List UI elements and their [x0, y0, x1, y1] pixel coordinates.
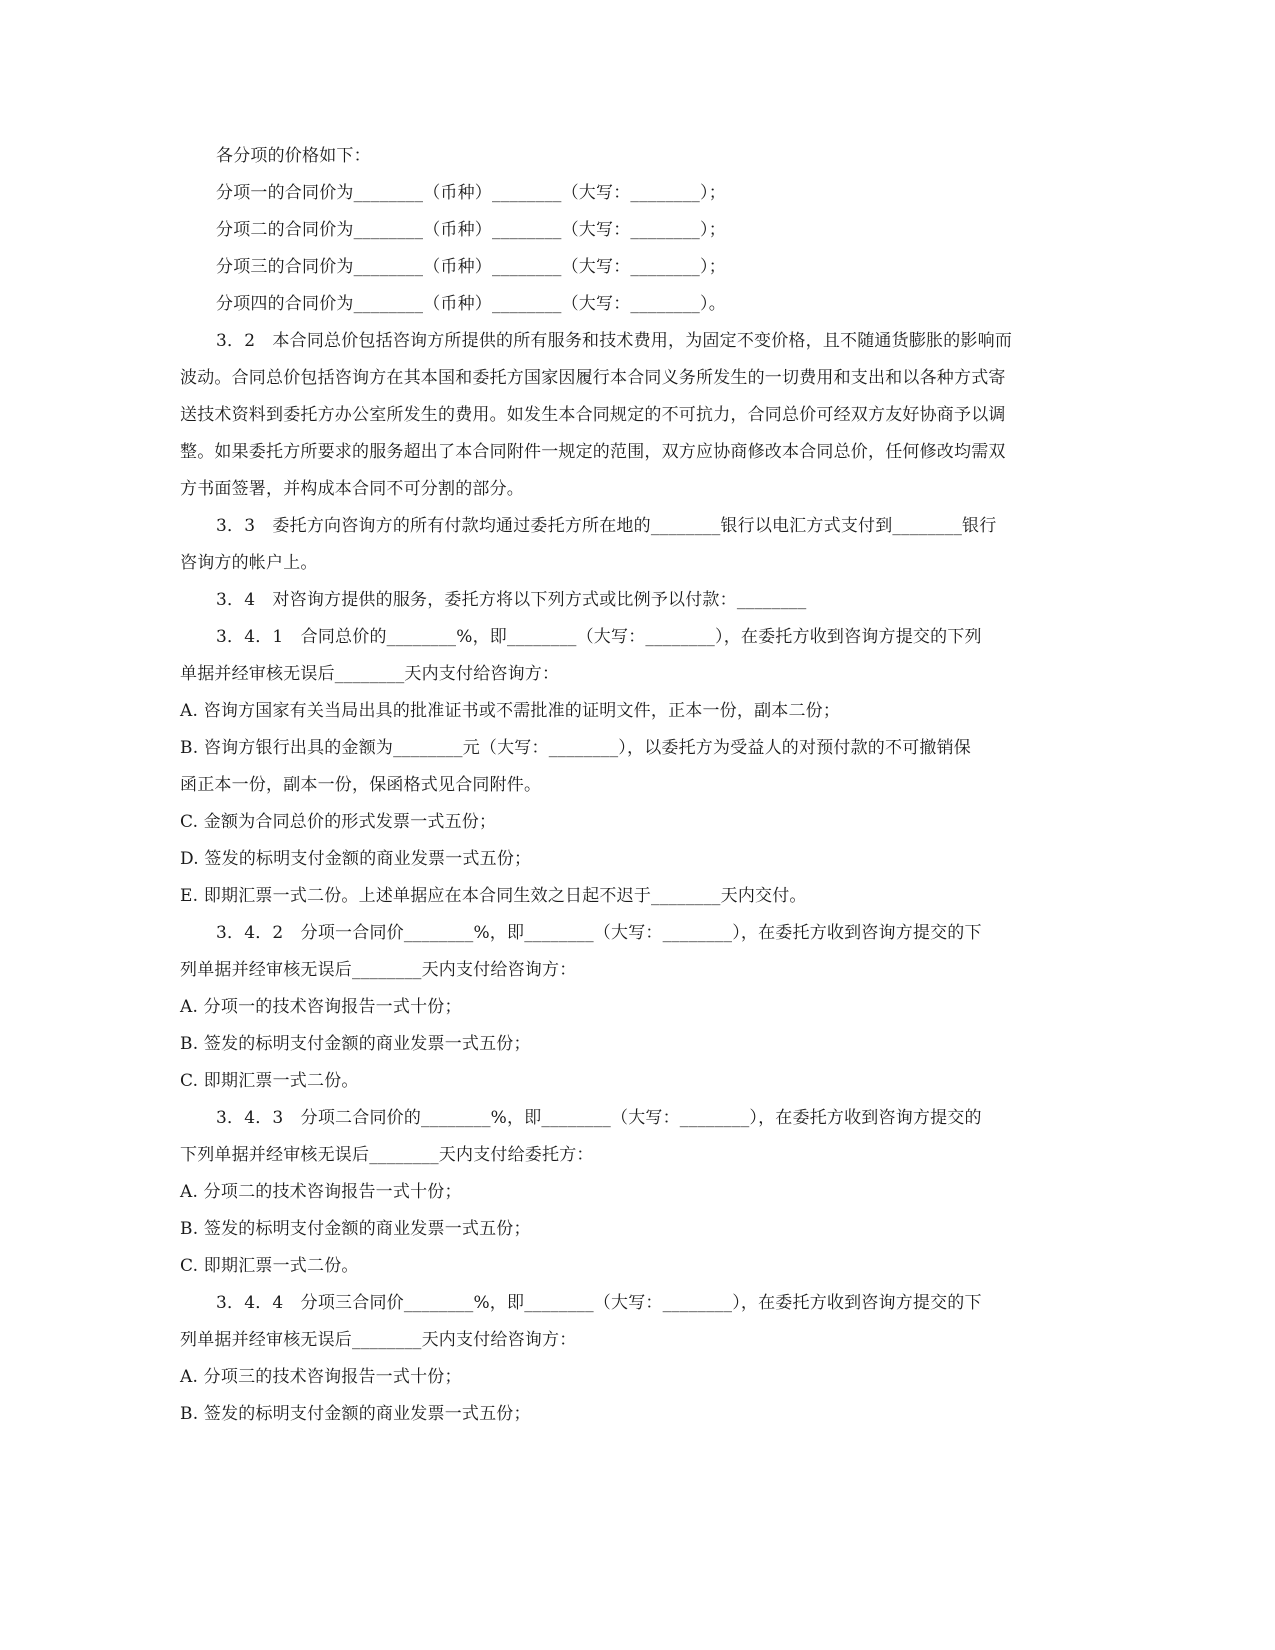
paragraph-line: 分项一的合同价为________（币种）________（大写：________）； [216, 183, 726, 203]
paragraph-line: 3．4 对咨询方提供的服务，委托方将以下列方式或比例予以付款：________ [216, 590, 807, 610]
paragraph-line: A. 分项一的技术咨询报告一式十份； [180, 997, 462, 1017]
paragraph-line: B. 签发的标明支付金额的商业发票一式五份； [180, 1404, 531, 1424]
paragraph-line: 列单据并经审核无误后________天内支付给咨询方： [180, 1330, 577, 1350]
paragraph-line: 下列单据并经审核无误后________天内支付给委托方： [180, 1145, 594, 1165]
paragraph-line: 分项三的合同价为________（币种）________（大写：________）； [216, 257, 726, 277]
paragraph-line: 咨询方的帐户上。 [180, 553, 318, 573]
paragraph-line: 单据并经审核无误后________天内支付给咨询方： [180, 664, 560, 684]
paragraph-line: D. 签发的标明支付金额的商业发票一式五份； [180, 849, 532, 869]
paragraph-line: A. 分项二的技术咨询报告一式十份； [180, 1182, 462, 1202]
paragraph-line: 各分项的价格如下： [216, 146, 371, 166]
paragraph-line: 分项四的合同价为________（币种）________（大写：________）。 [216, 294, 726, 314]
paragraph-line: B. 咨询方银行出具的金额为________元（大写：________），以委托方为受益人的对预付款的不可撤销保 [180, 738, 971, 758]
paragraph-line: A. 分项三的技术咨询报告一式十份； [180, 1367, 462, 1387]
paragraph-line: 3．2 本合同总价包括咨询方所提供的所有服务和技术费用，为固定不变价格，且不随通货膨胀的影响而 [216, 331, 1013, 351]
paragraph-line: 3．4．3 分项二合同价的________%，即________（大写：________），在委托方收到咨询方提交的 [216, 1108, 982, 1128]
paragraph-line: 送技术资料到委托方办公室所发生的费用。如发生本合同规定的不可抗力，合同总价可经双方友好协商予以调 [180, 405, 1006, 425]
paragraph-line: C. 金额为合同总价的形式发票一式五份； [180, 812, 497, 832]
paragraph-line: 3．4．1 合同总价的________%，即________（大写：________），在委托方收到咨询方提交的下列 [216, 627, 982, 647]
paragraph-line: E. 即期汇票一式二份。上述单据应在本合同生效之日起不迟于________天内交付。 [180, 886, 807, 906]
paragraph-line: 波动。合同总价包括咨询方在其本国和委托方国家因履行本合同义务所发生的一切费用和支出和以各种方式寄 [180, 368, 1006, 388]
paragraph-line: 方书面签署，并构成本合同不可分割的部分。 [180, 479, 524, 499]
paragraph-line: C. 即期汇票一式二份。 [180, 1071, 359, 1091]
paragraph-line: B. 签发的标明支付金额的商业发票一式五份； [180, 1219, 531, 1239]
paragraph-line: 整。如果委托方所要求的服务超出了本合同附件一规定的范围，双方应协商修改本合同总价，任何修改均需双 [180, 442, 1006, 462]
paragraph-line: A. 咨询方国家有关当局出具的批准证书或不需批准的证明文件，正本一份，副本二份； [180, 701, 841, 721]
paragraph-line: 3．3 委托方向咨询方的所有付款均通过委托方所在地的________银行以电汇方式支付到________银行 [216, 516, 997, 536]
paragraph-line: 3．4．2 分项一合同价________%，即________（大写：________），在委托方收到咨询方提交的下 [216, 923, 982, 943]
paragraph-line: 3．4．4 分项三合同价________%，即________（大写：________），在委托方收到咨询方提交的下 [216, 1293, 982, 1313]
paragraph-line: B. 签发的标明支付金额的商业发票一式五份； [180, 1034, 531, 1054]
paragraph-line: 分项二的合同价为________（币种）________（大写：________）； [216, 220, 726, 240]
paragraph-line: 函正本一份，副本一份，保函格式见合同附件。 [180, 775, 542, 795]
paragraph-line: 列单据并经审核无误后________天内支付给咨询方： [180, 960, 577, 980]
paragraph-line: C. 即期汇票一式二份。 [180, 1256, 359, 1276]
